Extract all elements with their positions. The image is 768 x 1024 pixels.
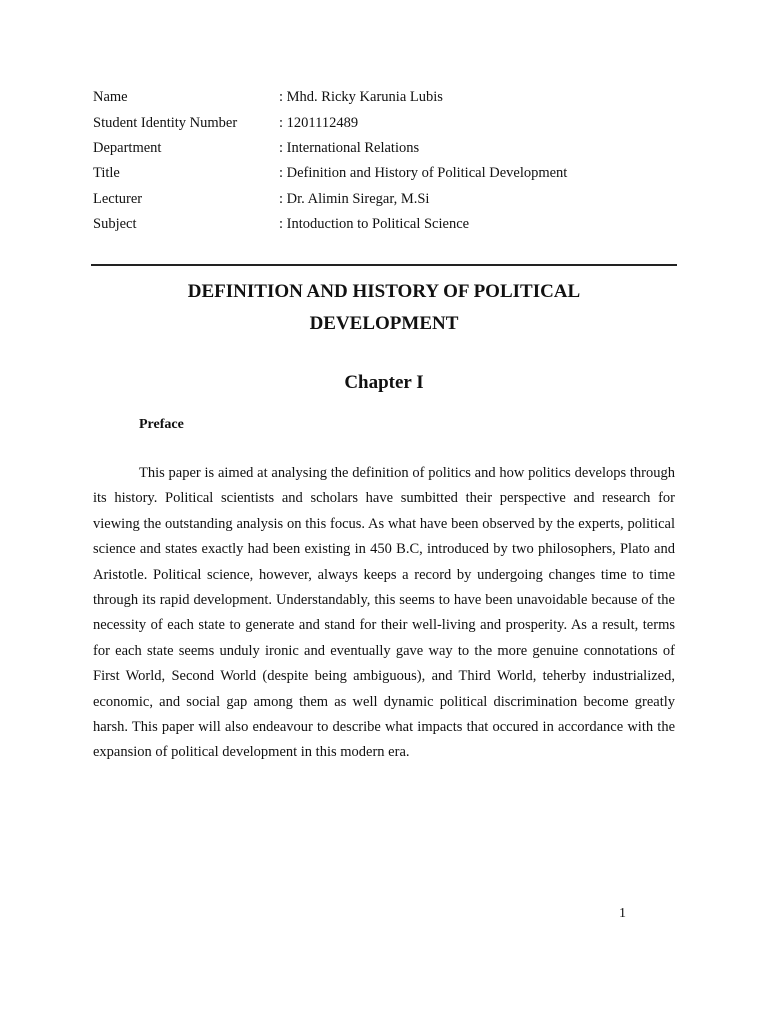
- info-label: Title: [93, 165, 120, 182]
- info-value: : Definition and History of Political Development: [279, 165, 568, 182]
- info-value: : Dr. Alimin Siregar, M.Si: [279, 190, 430, 207]
- info-label: Subject: [93, 216, 137, 233]
- info-row-title: [93, 161, 693, 186]
- info-label: Name: [93, 89, 128, 106]
- info-value: : International Relations: [279, 139, 420, 156]
- info-row-department: [93, 136, 693, 161]
- info-value: : Mhd. Ricky Karunia Lubis: [279, 89, 443, 106]
- info-row-lecturer: [93, 187, 693, 212]
- document-title-line-2: DEVELOPMENT: [309, 313, 459, 334]
- info-row-name: [93, 85, 693, 110]
- info-label: Lecturer: [93, 190, 143, 207]
- info-label: Department: [93, 139, 162, 156]
- horizontal-divider: [91, 264, 677, 266]
- info-row-student-id: [93, 110, 693, 135]
- document-title: [91, 276, 677, 340]
- document-title-line-1: DEFINITION AND HISTORY OF POLITICAL: [187, 281, 581, 302]
- info-value: : Intoduction to Political Science: [279, 216, 470, 233]
- section-heading-preface: Preface: [139, 417, 184, 432]
- student-info-table: [93, 85, 693, 237]
- page-number: 1: [619, 906, 626, 921]
- preface-paragraph: This paper is aimed at analysing the definition of politics and how politics develops through its history. Political scientists and scholars have sumbitted their perspective and research for viewing the outstanding analysis on this focus. As what have been observed by the experts, political science and states exactly had been existing in 450 B.C, introduced by two philosophers, Plato and Aristotle. Political science, however, always keeps a record by undergoing changes time to time through its rapid development. Understandably, this seems to have been unavoidable because of the necessity of each state to generate and stand for their well-living and prosperity. As a result, terms for each state seems unduly ironic and eventually gave way to the more genuine connotations of First World, Second World (despite being ambiguous), and Third World, teherby industrialized, economic, and social gap among them as well dynamic political discrimination become greatly harsh. This paper will also endeavour to describe what impacts that occured in accordance with the expansion of political development in this modern era.: [93, 465, 675, 761]
- info-label: Student Identity Number: [93, 114, 238, 131]
- info-value: : 1201112489: [279, 114, 359, 131]
- info-row-subject: [93, 212, 693, 237]
- chapter-heading: Chapter I: [344, 372, 424, 393]
